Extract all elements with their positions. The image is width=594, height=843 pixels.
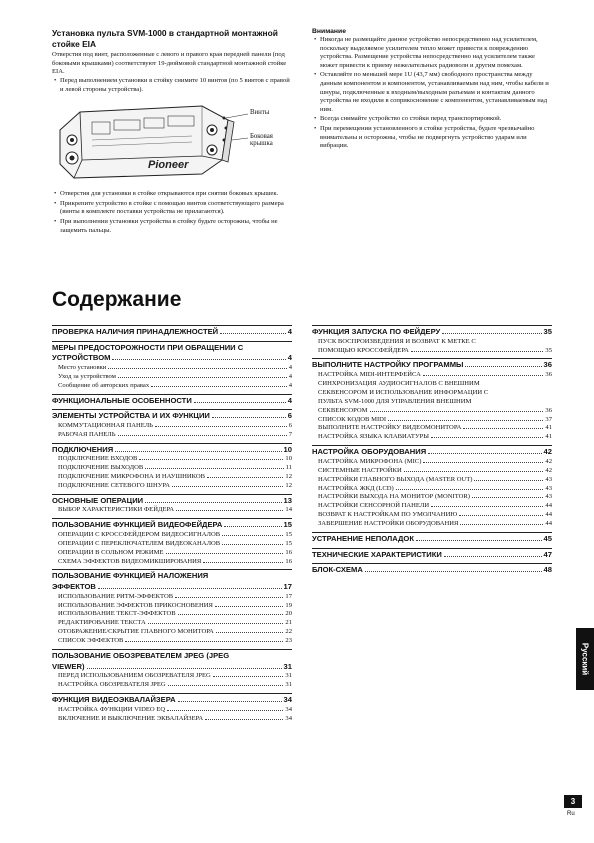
toc-section bbox=[312, 358, 552, 442]
toc-entry bbox=[312, 360, 552, 371]
page-number: 3 bbox=[564, 795, 582, 808]
toc-page-number: 7 bbox=[288, 430, 292, 438]
toc-subentry-title: ОПЕРАЦИИ С ПЕРЕКЛЮЧАТЕЛЕМ ВИДЕОКАНАЛОВ bbox=[58, 539, 221, 547]
toc-subentry bbox=[52, 473, 292, 482]
toc-entry bbox=[312, 447, 552, 458]
install-bullet: • Перед выполнением установки в стойку снимите 10 винтов (по 5 винтов с правой и левой стороны устройства). bbox=[52, 77, 290, 94]
toc-page-number: 6 bbox=[288, 421, 292, 429]
toc-leader-dots bbox=[108, 368, 286, 369]
install-bullet: • Прикрепите устройство в стойке с помощью винтов соответствующего размера (винты в комплекте поставки устройства не прилагаются). bbox=[52, 200, 290, 217]
toc-subentry-title: СИСТЕМНЫЕ НАСТРОЙКИ bbox=[318, 466, 402, 474]
warning-section bbox=[312, 28, 554, 152]
toc-subentry bbox=[52, 540, 292, 549]
toc-entry-title-line: ПОЛЬЗОВАНИЕ ОБОЗРЕВАТЕЛЕМ JPEG (JPEG bbox=[52, 651, 230, 661]
toc-leader-dots bbox=[423, 375, 544, 376]
toc-subentry-title-line: ПУСК ВОСПРОИЗВЕДЕНИЯ И ВОЗВРАТ К МЕТКЕ С bbox=[318, 337, 476, 345]
toc-subentry-title: НАСТРОЙКА ЖКД (LCD) bbox=[318, 484, 394, 492]
toc-entry bbox=[52, 396, 292, 407]
toc-page-number: 44 bbox=[545, 502, 552, 510]
toc-page-number: 4 bbox=[287, 353, 292, 363]
warning-heading: Внимание bbox=[312, 28, 346, 35]
toc-section bbox=[52, 569, 292, 646]
toc-entry bbox=[52, 411, 292, 422]
toc-page-number: 31 bbox=[285, 681, 292, 689]
toc-subentry bbox=[52, 681, 292, 690]
toc-subentry bbox=[52, 558, 292, 567]
toc-leader-dots bbox=[411, 351, 544, 352]
toc-page-number: 14 bbox=[285, 506, 292, 514]
toc-subentry-title-line: СЕКВЕНСОРОМ И ИСПОЛЬЗОВАНИЕ ИНФОРМАЦИИ С bbox=[318, 388, 489, 396]
toc-entry-title: УСТРАНЕНИЕ НЕПОЛАДОК bbox=[312, 534, 414, 544]
toc-subentry bbox=[52, 602, 292, 611]
toc-subentry-title: ЗАВЕРШЕНИЕ НАСТРОЙКИ ОБОРУДОВАНИЯ bbox=[318, 520, 459, 528]
toc-leader-dots bbox=[216, 632, 284, 633]
toc-leader-dots bbox=[215, 606, 284, 607]
toc-subentry-title: ОТОБРАЖЕНИЕ/СКРЫТИЕ ГЛАВНОГО МОНИТОРА bbox=[58, 628, 214, 636]
toc-left-column bbox=[52, 322, 292, 723]
toc-subentry-title: ИСПОЛЬЗОВАНИЕ ЭФФЕКТОВ ПРИКОСНОВЕНИЯ bbox=[58, 601, 213, 609]
toc-leader-dots bbox=[148, 623, 284, 624]
toc-subentry-title: ВЫПОЛНИТЕ НАСТРОЙКУ ВИДЕОМОНИТОРА bbox=[318, 424, 462, 432]
toc-leader-dots bbox=[205, 719, 283, 720]
toc-subentry bbox=[52, 593, 292, 602]
toc-page-number: 4 bbox=[288, 381, 292, 389]
language-code: Ru bbox=[567, 811, 575, 817]
toc-subentry bbox=[312, 520, 552, 529]
toc-entry bbox=[52, 327, 292, 338]
toc-leader-dots bbox=[431, 506, 543, 507]
toc-leader-dots bbox=[213, 676, 284, 677]
toc-page-number: 42 bbox=[545, 457, 552, 465]
install-section bbox=[52, 28, 290, 236]
toc-leader-dots bbox=[118, 377, 287, 378]
toc-page-number: 10 bbox=[283, 444, 292, 454]
toc-subentry bbox=[312, 371, 552, 380]
toc-subentry-title: ВЫБОР ХАРАКТЕРИСТИКИ ФЕЙДЕРА bbox=[58, 506, 175, 514]
toc-subentry-title: ПОДКЛЮЧЕНИЕ СЕТЕВОГО ШНУРА bbox=[58, 481, 170, 489]
toc-entry bbox=[52, 445, 292, 456]
toc-leader-dots bbox=[396, 489, 544, 490]
toc-page-number: 4 bbox=[288, 372, 292, 380]
toc-page-number: 43 bbox=[545, 475, 552, 483]
toc-entry bbox=[52, 695, 292, 706]
toc-leader-dots bbox=[465, 366, 541, 367]
toc-subentry-title: СЕКВЕНСОРОМ bbox=[318, 406, 368, 414]
toc-page-number: 31 bbox=[283, 661, 292, 671]
warning-bullet: • Никогда не размещайте данное устройство непосредственно над усилителем, поскольку выделяемое усилителем тепло может привести к повреждению устройства. Размещение устройства непосредственно над усилителем также может привести к приему нежелательных радиоволн и другим помехам. bbox=[312, 36, 554, 70]
toc-leader-dots bbox=[194, 402, 286, 403]
toc-leader-dots bbox=[442, 333, 541, 334]
toc-subentry-title: Место установки bbox=[58, 363, 107, 371]
toc-leader-dots bbox=[176, 510, 283, 511]
toc-page-number: 44 bbox=[545, 511, 552, 519]
toc-leader-dots bbox=[98, 588, 282, 589]
toc-subentry bbox=[312, 407, 552, 416]
toc-entry-title: ПОЛЬЗОВАНИЕ ФУНКЦИЕЙ ВИДЕОФЕЙДЕРА bbox=[52, 520, 223, 530]
toc-subentry bbox=[52, 464, 292, 473]
callout-screws: Винты bbox=[250, 109, 270, 117]
toc-subentry-title: ПОМОЩЬЮ КРОССФЕЙДЕРА bbox=[318, 346, 409, 354]
toc-page-number: 16 bbox=[285, 548, 292, 556]
toc-entry bbox=[52, 353, 292, 364]
toc-page-number: 15 bbox=[285, 539, 292, 547]
toc-page-number: 43 bbox=[545, 484, 552, 492]
toc-subentry bbox=[52, 482, 292, 491]
toc-leader-dots bbox=[459, 515, 543, 516]
toc-page-number: 16 bbox=[285, 557, 292, 565]
toc-subentry-title: Уход за устройством bbox=[58, 372, 116, 380]
toc-subentry-title: НАСТРОЙКИ ГЛАВНОГО ВЫХОДА (MASTER OUT) bbox=[318, 475, 473, 483]
toc-leader-dots bbox=[365, 571, 542, 572]
toc-page-number: 34 bbox=[285, 705, 292, 713]
toc-leader-dots bbox=[388, 420, 543, 421]
toc-page-number: 35 bbox=[545, 346, 552, 354]
toc-subentry-title: СХЕМА ЭФФЕКТОВ ВИДЕОМИКШИРОВАНИЯ bbox=[58, 557, 202, 565]
toc-leader-dots bbox=[145, 468, 283, 469]
toc-entry-title-line: МЕРЫ ПРЕДОСТОРОЖНОСТИ ПРИ ОБРАЩЕНИИ С bbox=[52, 342, 244, 352]
toc-leader-dots bbox=[125, 641, 283, 642]
toc-subentry-title: ПОДКЛЮЧЕНИЕ ВХОДОВ bbox=[58, 455, 138, 463]
toc-subentry bbox=[52, 373, 292, 382]
toc-entry-title: VIEWER) bbox=[52, 661, 85, 671]
toc-section bbox=[312, 532, 552, 545]
toc-subentry-title: РЕДАКТИРОВАНИЕ ТЕКСТА bbox=[58, 619, 146, 627]
toc-subentry bbox=[52, 422, 292, 431]
toc-section bbox=[312, 445, 552, 529]
toc-subentry-title: ИСПОЛЬЗОВАНИЕ РИТМ-ЭФФЕКТОВ bbox=[58, 592, 174, 600]
toc-page-number: 42 bbox=[543, 447, 552, 457]
toc-subentry-title: ПОДКЛЮЧЕНИЕ ВЫХОДОВ bbox=[58, 464, 144, 471]
toc-leader-dots bbox=[224, 526, 281, 527]
toc-page-number: 11 bbox=[285, 464, 292, 471]
toc-subentry bbox=[52, 431, 292, 440]
toc-subentry bbox=[312, 458, 552, 467]
toc-leader-dots bbox=[444, 556, 542, 557]
toc-page-number: 37 bbox=[545, 415, 552, 423]
pioneer-logo: Pioneer bbox=[148, 159, 189, 172]
toc-leader-dots bbox=[87, 668, 282, 669]
toc-leader-dots bbox=[404, 471, 544, 472]
toc-subentry bbox=[52, 619, 292, 628]
toc-page-number: 36 bbox=[543, 360, 552, 370]
toc-subentry-title: ВОЗВРАТ К НАСТРОЙКАМ ПО УМОЛЧАНИЮ bbox=[318, 511, 458, 519]
install-bullet: • При выполнении установки устройства в стойку будьте осторожны, чтобы не защемить пальцы. bbox=[52, 218, 290, 235]
warning-bullet: • При перемещении установленного в стойке устройства, будьте чрезвычайно внимательны и осторожны, чтобы не подвергнуть устройство ударам или вибрации. bbox=[312, 125, 554, 151]
toc-entry-title: УСТРОЙСТВОМ bbox=[52, 353, 111, 363]
toc-leader-dots bbox=[416, 540, 542, 541]
toc-leader-dots bbox=[172, 486, 283, 487]
toc-leader-dots bbox=[168, 685, 284, 686]
toc-page-number: 36 bbox=[545, 406, 552, 414]
warning-bullet: • Оставляйте по меньшей мере 1U (43,7 мм) свободного пространства между данным компонентом и компонентом, устанавливаемым над ним, чтобы кабели и шнуры, подключенные к входным/выходным разъемам и контактам данного устройства не входили в соприкосновение с компонентом, устанавливаемым над ним. bbox=[312, 71, 554, 114]
toc-leader-dots bbox=[431, 437, 543, 438]
toc-section bbox=[312, 563, 552, 576]
toc-subentry bbox=[52, 506, 292, 515]
toc-page-number: 17 bbox=[285, 592, 292, 600]
toc-subentry-title: КОММУТАЦИОННАЯ ПАНЕЛЬ bbox=[58, 421, 153, 429]
toc-page-number: 41 bbox=[545, 433, 552, 441]
toc-leader-dots bbox=[203, 562, 283, 563]
toc-leader-dots bbox=[178, 614, 284, 615]
toc-page-number: 12 bbox=[285, 472, 292, 480]
toc-subentry-title: СПИСОК КОДОВ MIDI bbox=[318, 415, 387, 423]
toc-subentry-title: НАСТРОЙКА ЯЗЫКА КЛАВИАТУРЫ bbox=[318, 433, 430, 441]
toc-section bbox=[52, 494, 292, 516]
toc-subentry bbox=[52, 672, 292, 681]
toc-subentry bbox=[312, 467, 552, 476]
toc-leader-dots bbox=[178, 701, 282, 702]
toc-right-column bbox=[312, 322, 552, 576]
toc-leader-dots bbox=[222, 535, 283, 536]
toc-subentry-title-line: ПУЛЬТА SVM-1000 ДЛЯ УПРАВЛЕНИЯ ВНЕШНИМ bbox=[318, 397, 472, 405]
toc-section bbox=[52, 394, 292, 407]
toc-subentry bbox=[52, 715, 292, 724]
toc-section bbox=[52, 443, 292, 491]
toc-subentry-title: РАБОЧАЯ ПАНЕЛЬ bbox=[58, 430, 116, 438]
toc-page-number: 19 bbox=[285, 601, 292, 609]
callout-side-cover: Боковая крышка bbox=[250, 133, 273, 148]
toc-section bbox=[312, 325, 552, 355]
toc-leader-dots bbox=[460, 524, 543, 525]
toc-leader-dots bbox=[423, 462, 543, 463]
toc-leader-dots bbox=[463, 428, 543, 429]
toc-entry-title: ЭЛЕМЕНТЫ УСТРОЙСТВА И ИХ ФУНКЦИИ bbox=[52, 411, 210, 421]
toc-subentry-title: ПОДКЛЮЧЕНИЕ МИКРОФОНА И НАУШНИКОВ bbox=[58, 472, 206, 480]
toc-subentry-title: Сообщение об авторских правах bbox=[58, 381, 150, 389]
toc-entry-title: ТЕХНИЧЕСКИЕ ХАРАКТЕРИСТИКИ bbox=[312, 549, 442, 559]
toc-leader-dots bbox=[222, 544, 283, 545]
toc-entry bbox=[52, 662, 292, 673]
warning-bullet: • Всегда снимайте устройство со стойки перед транспортировкой. bbox=[312, 115, 554, 124]
toc-page-number: 31 bbox=[285, 672, 292, 680]
toc-page-number: 43 bbox=[545, 493, 552, 501]
toc-leader-dots bbox=[151, 386, 287, 387]
toc-page-number: 42 bbox=[545, 466, 552, 474]
toc-entry-title: ОСНОВНЫЕ ОПЕРАЦИИ bbox=[52, 495, 144, 505]
toc-page-number: 4 bbox=[287, 327, 292, 336]
toc-section bbox=[52, 409, 292, 439]
toc-page-number: 4 bbox=[288, 363, 292, 371]
toc-subentry bbox=[312, 424, 552, 433]
toc-subentry-title: НАСТРОЙКА МИКРОФОНА (MIC) bbox=[318, 457, 422, 465]
rack-mount-figure bbox=[52, 100, 290, 186]
toc-page-number: 48 bbox=[543, 565, 552, 575]
toc-subentry-title: НАСТРОЙКА ФУНКЦИИ VIDEO EQ bbox=[58, 705, 166, 713]
toc-subentry-title: НАСТРОЙКА MIDI-ИНТЕРФЕЙСА bbox=[318, 371, 421, 378]
toc-subentry bbox=[52, 382, 292, 391]
toc-entry-title: ВЫПОЛНИТЕ НАСТРОЙКУ ПРОГРАММЫ bbox=[312, 360, 464, 370]
toc-subentry-title: НАСТРОЙКИ СЕНСОРНОЙ ПАНЕЛИ bbox=[318, 502, 430, 510]
toc-leader-dots bbox=[167, 710, 283, 711]
toc-entry-title: ПОДКЛЮЧЕНИЯ bbox=[52, 444, 114, 454]
toc-page-number: 45 bbox=[543, 534, 552, 544]
toc-entry bbox=[312, 534, 552, 545]
toc-page-number: 15 bbox=[285, 530, 292, 538]
toc-entry-title: ФУНКЦИОНАЛЬНЫЕ ОСОБЕННОСТИ bbox=[52, 395, 192, 405]
toc-leader-dots bbox=[145, 502, 281, 503]
toc-subentry-title: НАСТРОЙКИ ВЫХОДА НА МОНИТОР (MONITOR) bbox=[318, 493, 470, 501]
toc-entry bbox=[312, 550, 552, 561]
toc-leader-dots bbox=[166, 553, 284, 554]
toc-page-number: 6 bbox=[287, 411, 292, 421]
install-paragraph: Отверстия под винт, расположенные с левого и правого края передней панели (под боковыми крышками) соответствуют 19-дюймовой стандартной монтажной стойке EIA. bbox=[52, 51, 287, 76]
toc-entry-title: ФУНКЦИЯ ЗАПУСКА ПО ФЕЙДЕРУ bbox=[312, 327, 441, 336]
toc-subentry-title-line: СИНХРОНИЗАЦИЯ АУДИОСИГНАЛОВ С ВНЕШНИМ bbox=[318, 379, 480, 387]
toc-entry-title: ФУНКЦИЯ ВИДЕОЭКВАЛАЙЗЕРА bbox=[52, 695, 176, 705]
toc-page-number: 4 bbox=[287, 395, 292, 405]
toc-subentry bbox=[312, 347, 552, 356]
toc-leader-dots bbox=[115, 451, 281, 452]
toc-entry-title: ЭФФЕКТОВ bbox=[52, 582, 96, 592]
toc-page-number: 10 bbox=[285, 455, 292, 463]
install-heading: Установка пульта SVM-1000 в стандартной монтажной стойке EIA bbox=[52, 28, 278, 49]
toc-subentry bbox=[52, 610, 292, 619]
toc-entry bbox=[312, 565, 552, 576]
toc-subentry bbox=[52, 628, 292, 637]
toc-entry-title: НАСТРОЙКА ОБОРУДОВАНИЯ bbox=[312, 447, 427, 457]
toc-leader-dots bbox=[112, 359, 285, 360]
toc-section bbox=[312, 548, 552, 561]
toc-leader-dots bbox=[139, 459, 283, 460]
toc-entry bbox=[312, 327, 552, 338]
toc-leader-dots bbox=[220, 333, 286, 334]
toc-subentry bbox=[52, 364, 292, 373]
toc-leader-dots bbox=[428, 453, 541, 454]
toc-page-number: 21 bbox=[285, 619, 292, 627]
toc-leader-dots bbox=[472, 497, 543, 498]
toc-title: Содержание bbox=[52, 288, 182, 311]
toc-leader-dots bbox=[474, 480, 543, 481]
toc-entry-title: БЛОК-СХЕМА bbox=[312, 565, 363, 575]
toc-subentry bbox=[312, 511, 552, 520]
toc-leader-dots bbox=[207, 477, 283, 478]
toc-entry bbox=[52, 582, 292, 593]
toc-subentry-title: ОПЕРАЦИИ В СОЛЬНОМ РЕЖИМЕ bbox=[58, 548, 164, 556]
toc-section bbox=[52, 649, 292, 690]
toc-subentry bbox=[312, 502, 552, 511]
toc-page-number: 17 bbox=[283, 582, 292, 592]
toc-page-number: 15 bbox=[283, 520, 292, 530]
toc-entry-title: ПРОВЕРКА НАЛИЧИЯ ПРИНАДЛЕЖНОСТЕЙ bbox=[52, 327, 219, 336]
toc-section bbox=[52, 325, 292, 338]
language-side-tab bbox=[576, 628, 594, 690]
toc-subentry-title: ПЕРЕД ИСПОЛЬЗОВАНИЕМ ОБОЗРЕВАТЕЛЯ JPEG bbox=[58, 672, 211, 680]
toc-entry bbox=[52, 496, 292, 507]
toc-subentry bbox=[52, 549, 292, 558]
toc-leader-dots bbox=[370, 411, 544, 412]
toc-section bbox=[52, 518, 292, 566]
toc-page-number: 41 bbox=[545, 424, 552, 432]
side-tab-label: Русский bbox=[580, 642, 590, 676]
toc-subentry-title: СПИСОК ЭФФЕКТОВ bbox=[58, 637, 124, 645]
toc-subentry-title: ИСПОЛЬЗОВАНИЕ ТЕКСТ-ЭФФЕКТОВ bbox=[58, 610, 176, 618]
toc-page-number: 47 bbox=[543, 549, 552, 559]
toc-leader-dots bbox=[155, 426, 287, 427]
toc-subentry bbox=[312, 476, 552, 485]
toc-page-number: 22 bbox=[285, 628, 292, 636]
toc-subentry bbox=[52, 455, 292, 464]
toc-leader-dots bbox=[212, 417, 286, 418]
toc-subentry-title: ОПЕРАЦИИ С КРОССФЕЙДЕРОМ ВИДЕОСИГНАЛОВ bbox=[58, 530, 221, 538]
install-bullet: • Отверстия для установки в стойке открываются при снятии боковых крышек. bbox=[52, 190, 290, 199]
toc-subentry bbox=[52, 637, 292, 646]
toc-leader-dots bbox=[175, 597, 283, 598]
toc-page-number: 13 bbox=[283, 495, 292, 505]
toc-page-number: 20 bbox=[285, 610, 292, 618]
toc-entry-title-line: ПОЛЬЗОВАНИЕ ФУНКЦИЕЙ НАЛОЖЕНИЯ bbox=[52, 571, 209, 581]
toc-entry bbox=[52, 520, 292, 531]
toc-page-number: 34 bbox=[285, 714, 292, 722]
toc-page-number: 23 bbox=[285, 637, 292, 645]
toc-leader-dots bbox=[118, 435, 287, 436]
toc-page-number: 12 bbox=[285, 481, 292, 489]
toc-section bbox=[52, 341, 292, 391]
toc-page-number: 35 bbox=[543, 327, 552, 336]
toc-section bbox=[52, 693, 292, 723]
toc-subentry bbox=[52, 531, 292, 540]
toc-page-number: 44 bbox=[545, 520, 552, 528]
toc-subentry bbox=[52, 706, 292, 715]
toc-page-number: 34 bbox=[283, 695, 292, 705]
toc-subentry bbox=[312, 433, 552, 442]
toc-subentry-title: НАСТРОЙКА ОБОЗРЕВАТЕЛЯ JPEG bbox=[58, 681, 166, 689]
toc-subentry-title: ВКЛЮЧЕНИЕ И ВЫКЛЮЧЕНИЕ ЭКВАЛАЙЗЕРА bbox=[58, 714, 204, 722]
toc-page-number: 36 bbox=[545, 371, 552, 378]
